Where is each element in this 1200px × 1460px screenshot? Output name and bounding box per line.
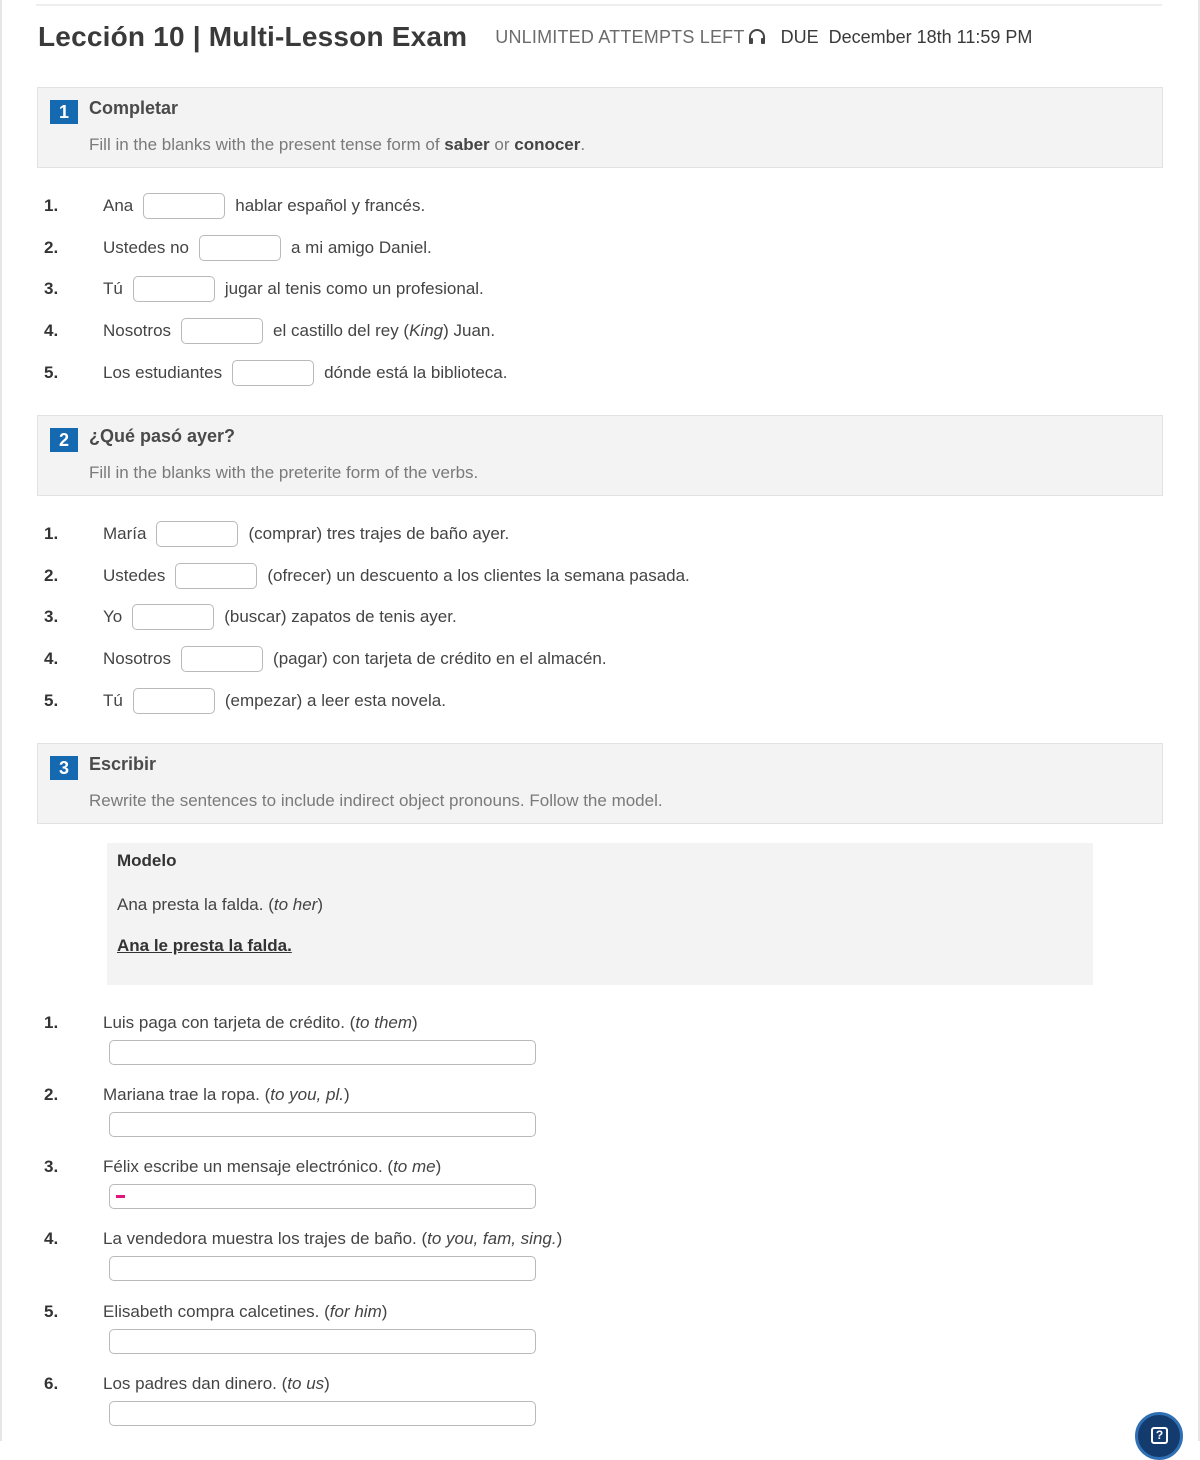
- section-3-header: [37, 743, 1163, 824]
- question-text-after: (buscar) zapatos de tenis ayer.: [224, 607, 457, 626]
- question-text-after: (empezar) a leer esta novela.: [224, 691, 446, 710]
- help-button[interactable]: [1135, 1412, 1183, 1460]
- section-2-header: [37, 415, 1163, 496]
- question-text-after: hablar español y francés.: [235, 196, 426, 215]
- question-prompt: Félix escribe un mensaje electrónico. (to me): [103, 1157, 442, 1176]
- question-number: 2.: [44, 238, 59, 257]
- question-number: 5.: [44, 691, 59, 710]
- question-row: [44, 357, 507, 389]
- answer-blank[interactable]: [133, 688, 215, 714]
- question-number: 1.: [44, 196, 59, 215]
- question-row: [44, 643, 607, 675]
- question-text-before: Ustedes no: [103, 238, 189, 257]
- question-text-before: Tú: [103, 279, 123, 298]
- question-text-after: a mi amigo Daniel.: [291, 238, 432, 257]
- model-sentence: Ana presta la falda. (to her): [117, 895, 324, 914]
- answer-input[interactable]: [109, 1256, 536, 1281]
- model-answer: Ana le presta la falda.: [117, 936, 292, 955]
- answer-input[interactable]: [109, 1112, 536, 1137]
- question-number: 2.: [44, 1085, 59, 1104]
- answer-blank[interactable]: [175, 563, 257, 589]
- rewrite-item: [44, 1371, 330, 1397]
- rewrite-item: [44, 1010, 418, 1036]
- question-row: [44, 601, 457, 633]
- question-text-before: Los estudiantes: [103, 363, 223, 382]
- question-row: [44, 232, 432, 264]
- question-text-before: Yo: [103, 607, 123, 626]
- question-text-before: María: [103, 524, 147, 543]
- headset-icon[interactable]: [747, 27, 767, 47]
- question-text-before: Nosotros: [103, 649, 172, 668]
- exam-title: Lección 10 | Multi-Lesson Exam: [38, 21, 468, 52]
- question-text-before: Ustedes: [103, 566, 166, 585]
- model-title: Modelo: [117, 851, 177, 870]
- answer-blank[interactable]: [143, 193, 225, 219]
- answer-blank[interactable]: [133, 276, 215, 302]
- question-prompt: La vendedora muestra los trajes de baño. (to you, fam, sing.): [103, 1229, 563, 1248]
- question-prompt: Los padres dan dinero. (to us): [103, 1374, 330, 1393]
- top-divider: [36, 4, 1162, 6]
- section-1-header: [37, 87, 1163, 168]
- answer-blank[interactable]: [181, 646, 263, 672]
- section-title: ¿Qué pasó ayer?: [89, 426, 236, 446]
- question-number: 1.: [44, 1013, 59, 1032]
- question-text-before: Tú: [103, 691, 123, 710]
- due-label: DUE: [780, 26, 819, 47]
- text-caret: [116, 1195, 125, 1198]
- question-prompt: Mariana trae la ropa. (to you, pl.): [103, 1085, 350, 1104]
- rewrite-item: [44, 1299, 387, 1325]
- question-number: 5.: [44, 363, 59, 382]
- question-number: 4.: [44, 649, 59, 668]
- question-number: 3.: [44, 607, 59, 626]
- exam-header: [38, 18, 1032, 56]
- question-number: 4.: [44, 1229, 59, 1248]
- question-number: 3.: [44, 1157, 59, 1176]
- answer-blank[interactable]: [199, 235, 281, 261]
- answer-blank[interactable]: [181, 318, 263, 344]
- question-number: 3.: [44, 279, 59, 298]
- due-date: December 18th 11:59 PM: [828, 26, 1033, 47]
- model-example: [107, 843, 1093, 985]
- attempts-left-label: UNLIMITED ATTEMPTS LEFT: [495, 26, 745, 47]
- question-row: [44, 560, 690, 592]
- answer-input-focused[interactable]: [109, 1184, 536, 1209]
- answer-input[interactable]: [109, 1329, 536, 1354]
- question-row: [44, 685, 446, 717]
- question-prompt: Luis paga con tarjeta de crédito. (to them): [103, 1013, 418, 1032]
- question-number: 6.: [44, 1374, 59, 1393]
- question-text-after: dónde está la biblioteca.: [324, 363, 508, 382]
- question-text-after: (comprar) tres trajes de baño ayer.: [248, 524, 510, 543]
- question-number: 2.: [44, 566, 59, 585]
- answer-blank[interactable]: [156, 521, 238, 547]
- answer-input[interactable]: [109, 1401, 536, 1426]
- question-row: [44, 315, 495, 347]
- question-text-after: el castillo del rey (King) Juan.: [273, 321, 496, 340]
- question-text-after: (pagar) con tarjeta de crédito en el almacén.: [273, 649, 607, 668]
- question-row: [44, 190, 425, 222]
- question-prompt: Elisabeth compra calcetines. (for him): [103, 1302, 388, 1321]
- question-text-before: Ana: [103, 196, 134, 215]
- section-number-badge: 3: [50, 756, 78, 780]
- question-text-before: Nosotros: [103, 321, 172, 340]
- rewrite-item: [44, 1226, 562, 1252]
- section-instructions: Fill in the blanks with the present tense form of saber or conocer.: [89, 135, 586, 154]
- section-instructions: Rewrite the sentences to include indirect object pronouns. Follow the model.: [89, 791, 663, 810]
- answer-blank[interactable]: [232, 360, 314, 386]
- question-text-after: (ofrecer) un descuento a los clientes la semana pasada.: [267, 566, 690, 585]
- question-row: [44, 273, 484, 305]
- question-number: 4.: [44, 321, 59, 340]
- section-title: Completar: [89, 98, 179, 118]
- section-number-badge: 1: [50, 100, 78, 124]
- answer-input[interactable]: [109, 1040, 536, 1065]
- question-text-after: jugar al tenis como un profesional.: [224, 279, 484, 298]
- question-number: 5.: [44, 1302, 59, 1321]
- help-icon: ?: [1151, 1427, 1168, 1444]
- rewrite-item: [44, 1082, 350, 1108]
- section-number-badge: 2: [50, 428, 78, 452]
- section-instructions: Fill in the blanks with the preterite form of the verbs.: [89, 463, 479, 482]
- question-number: 1.: [44, 524, 59, 543]
- rewrite-item: [44, 1154, 441, 1180]
- section-title: Escribir: [89, 754, 157, 774]
- question-row: [44, 518, 509, 550]
- answer-blank[interactable]: [132, 604, 214, 630]
